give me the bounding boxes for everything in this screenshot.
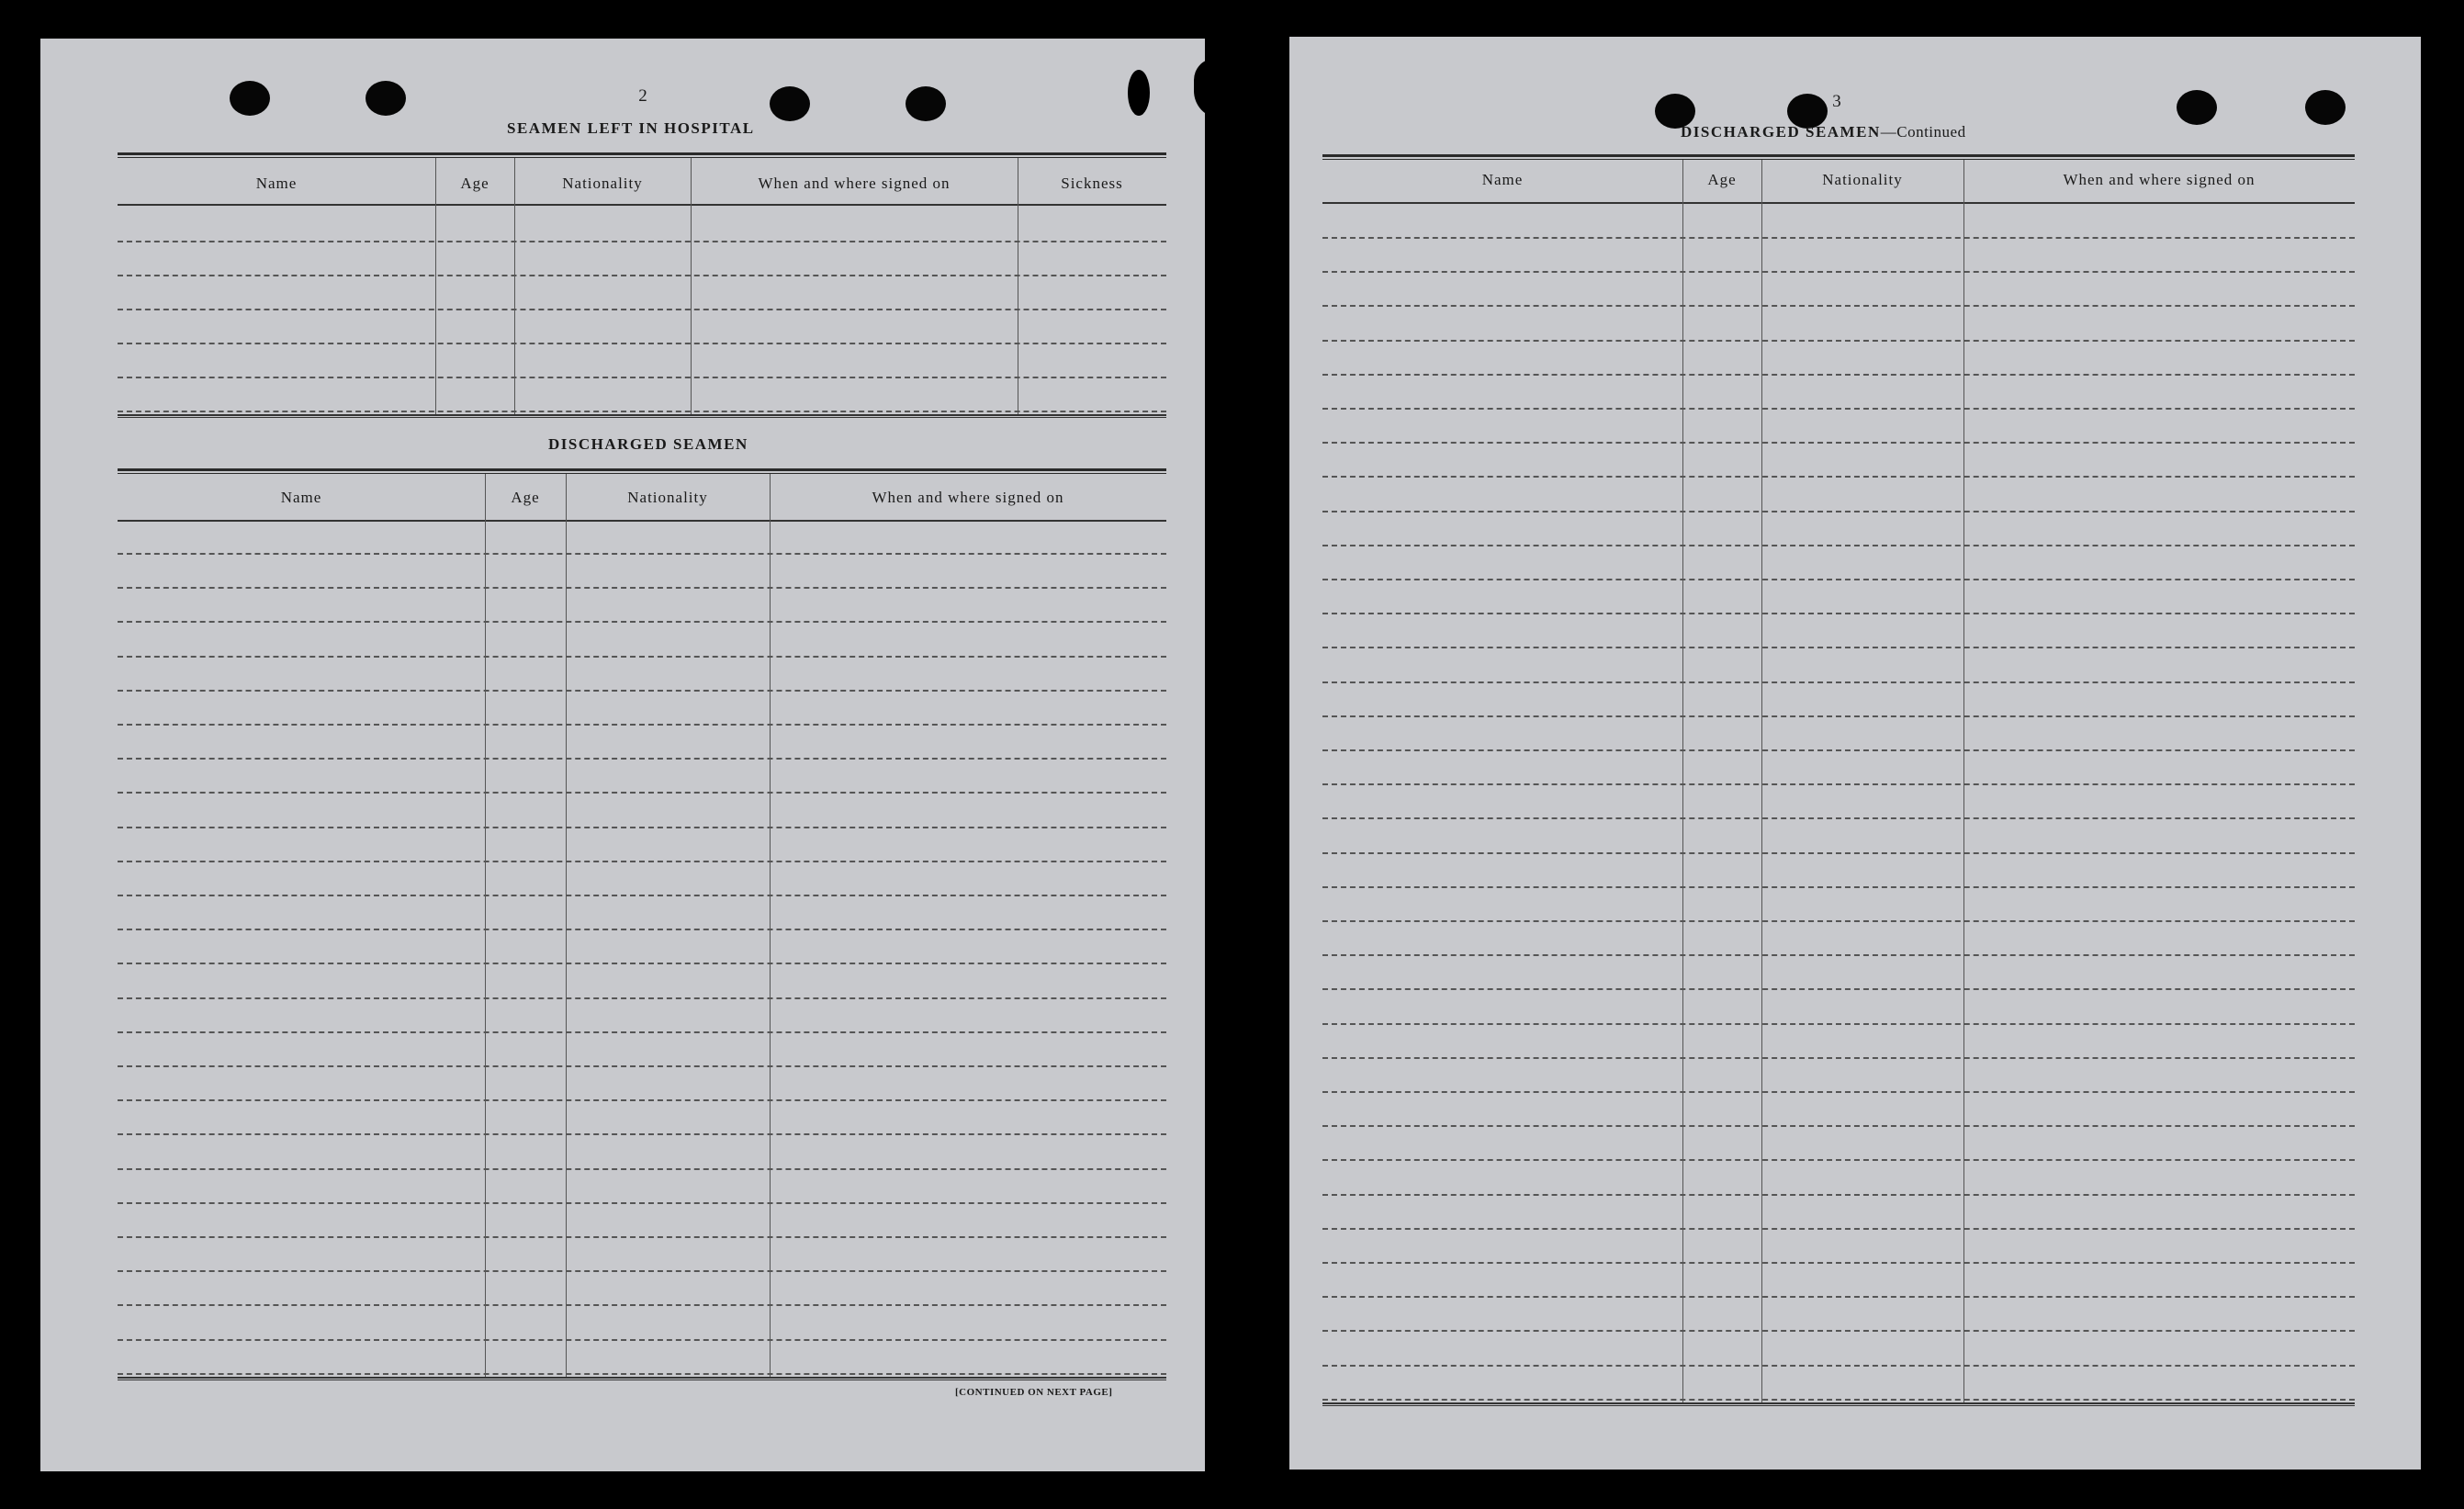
right-page <box>1289 37 2421 1470</box>
blank-row-line <box>1322 579 2355 580</box>
blank-row-line <box>1322 1296 2355 1298</box>
blank-row-line <box>118 724 1166 726</box>
column-header-nationality: Nationality <box>627 489 708 506</box>
blank-row-line <box>1322 1091 2355 1093</box>
blank-row-line <box>1322 647 2355 648</box>
column-header-sickness: Sickness <box>1061 175 1123 192</box>
blank-row-line <box>118 963 1166 964</box>
blank-row-line <box>1322 408 2355 410</box>
column-header-age: Age <box>511 489 540 506</box>
column-divider <box>770 474 771 1377</box>
blank-row-line <box>1322 442 2355 444</box>
blank-row-line <box>118 275 1166 276</box>
column-header-name: Name <box>280 489 322 506</box>
blank-row-line <box>118 1031 1166 1033</box>
blank-row-line <box>1322 1159 2355 1161</box>
blank-row-line <box>1322 237 2355 239</box>
blank-row-line <box>118 1339 1166 1341</box>
blank-row-line <box>118 377 1166 378</box>
blank-row-line <box>1322 920 2355 922</box>
blank-row-line <box>1322 817 2355 819</box>
blank-row-line <box>1322 1125 2355 1127</box>
table-bottom-rule <box>1322 1402 2355 1406</box>
blank-row-line <box>1322 305 2355 307</box>
column-header-when-where: When and where signed on <box>758 175 951 192</box>
column-divider <box>566 474 567 1377</box>
blank-row-line <box>118 861 1166 862</box>
punch-hole <box>230 81 270 116</box>
table-bottom-rule <box>118 414 1166 418</box>
blank-row-line <box>1322 1023 2355 1025</box>
blank-row-line <box>118 241 1166 242</box>
column-header-nationality: Nationality <box>1822 171 1903 188</box>
discharged-continued-table <box>1322 154 2355 1374</box>
column-header-name: Name <box>255 175 298 192</box>
blank-row-line <box>1322 545 2355 546</box>
torn-edge <box>1194 59 1249 118</box>
column-header-age: Age <box>460 175 489 192</box>
column-divider <box>435 158 436 414</box>
blank-row-line <box>118 792 1166 794</box>
blank-row-line <box>118 1168 1166 1170</box>
page-number: 3 <box>1832 92 1841 111</box>
blank-row-line <box>118 1099 1166 1101</box>
column-divider <box>1761 160 1762 1402</box>
column-header-age: Age <box>1707 171 1737 188</box>
blank-row-line <box>118 758 1166 760</box>
blank-row-line <box>1322 271 2355 273</box>
blank-row-line <box>118 1304 1166 1306</box>
blank-row-line <box>1322 1057 2355 1059</box>
blank-row-line <box>118 1202 1166 1204</box>
page-number: 2 <box>638 86 647 106</box>
blank-row-line <box>1322 749 2355 751</box>
hospital-section-title: SEAMEN LEFT IN HOSPITAL <box>507 119 755 137</box>
blank-row-line <box>118 1373 1166 1375</box>
blank-row-line <box>118 1236 1166 1238</box>
blank-row-line <box>1322 1194 2355 1196</box>
punch-hole <box>366 81 406 116</box>
blank-row-line <box>118 895 1166 896</box>
blank-row-line <box>1322 374 2355 376</box>
column-header-nationality: Nationality <box>562 175 643 192</box>
blank-row-line <box>1322 954 2355 956</box>
blank-row-line <box>1322 886 2355 888</box>
punch-hole <box>2177 90 2217 125</box>
discharged-section-title: DISCHARGED SEAMEN <box>548 435 748 453</box>
blank-row-line <box>1322 340 2355 342</box>
column-header-when-where: When and where signed on <box>2063 171 2256 188</box>
blank-row-line <box>118 997 1166 999</box>
blank-row-line <box>1322 1399 2355 1401</box>
blank-row-line <box>118 621 1166 623</box>
blank-row-line <box>118 553 1166 555</box>
blank-row-line <box>1322 613 2355 614</box>
hospital-table <box>118 152 1166 456</box>
blank-row-line <box>118 827 1166 828</box>
punch-hole <box>770 86 810 121</box>
column-divider <box>514 158 515 414</box>
punch-hole <box>2305 90 2346 125</box>
column-header-when-where: When and where signed on <box>872 489 1064 506</box>
blank-row-line <box>118 929 1166 930</box>
blank-row-line <box>118 690 1166 692</box>
blank-row-line <box>1322 681 2355 683</box>
continued-note: [CONTINUED ON NEXT PAGE] <box>955 1387 1113 1398</box>
blank-row-line <box>1322 511 2355 512</box>
blank-row-line <box>1322 988 2355 990</box>
continued-suffix: —Continued <box>1880 123 1966 141</box>
blank-row-line <box>1322 715 2355 717</box>
discharged-continued-title-text: DISCHARGED SEAMEN <box>1681 123 1881 141</box>
blank-row-line <box>1322 476 2355 478</box>
torn-edge <box>1128 70 1150 116</box>
column-divider <box>485 474 486 1377</box>
discharged-table <box>118 468 1166 1433</box>
column-divider <box>1682 160 1683 1402</box>
column-divider <box>691 158 692 414</box>
column-header-name: Name <box>1481 171 1524 188</box>
punch-hole <box>906 86 946 121</box>
table-bottom-rule <box>118 1377 1166 1380</box>
blank-row-line <box>1322 1330 2355 1332</box>
blank-row-line <box>118 656 1166 658</box>
blank-row-line <box>1322 783 2355 785</box>
blank-row-line <box>1322 1262 2355 1264</box>
column-divider <box>1963 160 1964 1402</box>
blank-row-line <box>118 309 1166 310</box>
blank-row-line <box>118 587 1166 589</box>
blank-row-line <box>118 411 1166 412</box>
blank-row-line <box>1322 1365 2355 1367</box>
discharged-continued-title <box>1681 123 1966 141</box>
blank-row-line <box>1322 852 2355 854</box>
blank-row-line <box>118 343 1166 344</box>
blank-row-line <box>1322 1228 2355 1230</box>
blank-row-line <box>118 1270 1166 1272</box>
left-page <box>40 39 1205 1471</box>
blank-row-line <box>118 1133 1166 1135</box>
blank-row-line <box>118 1065 1166 1067</box>
